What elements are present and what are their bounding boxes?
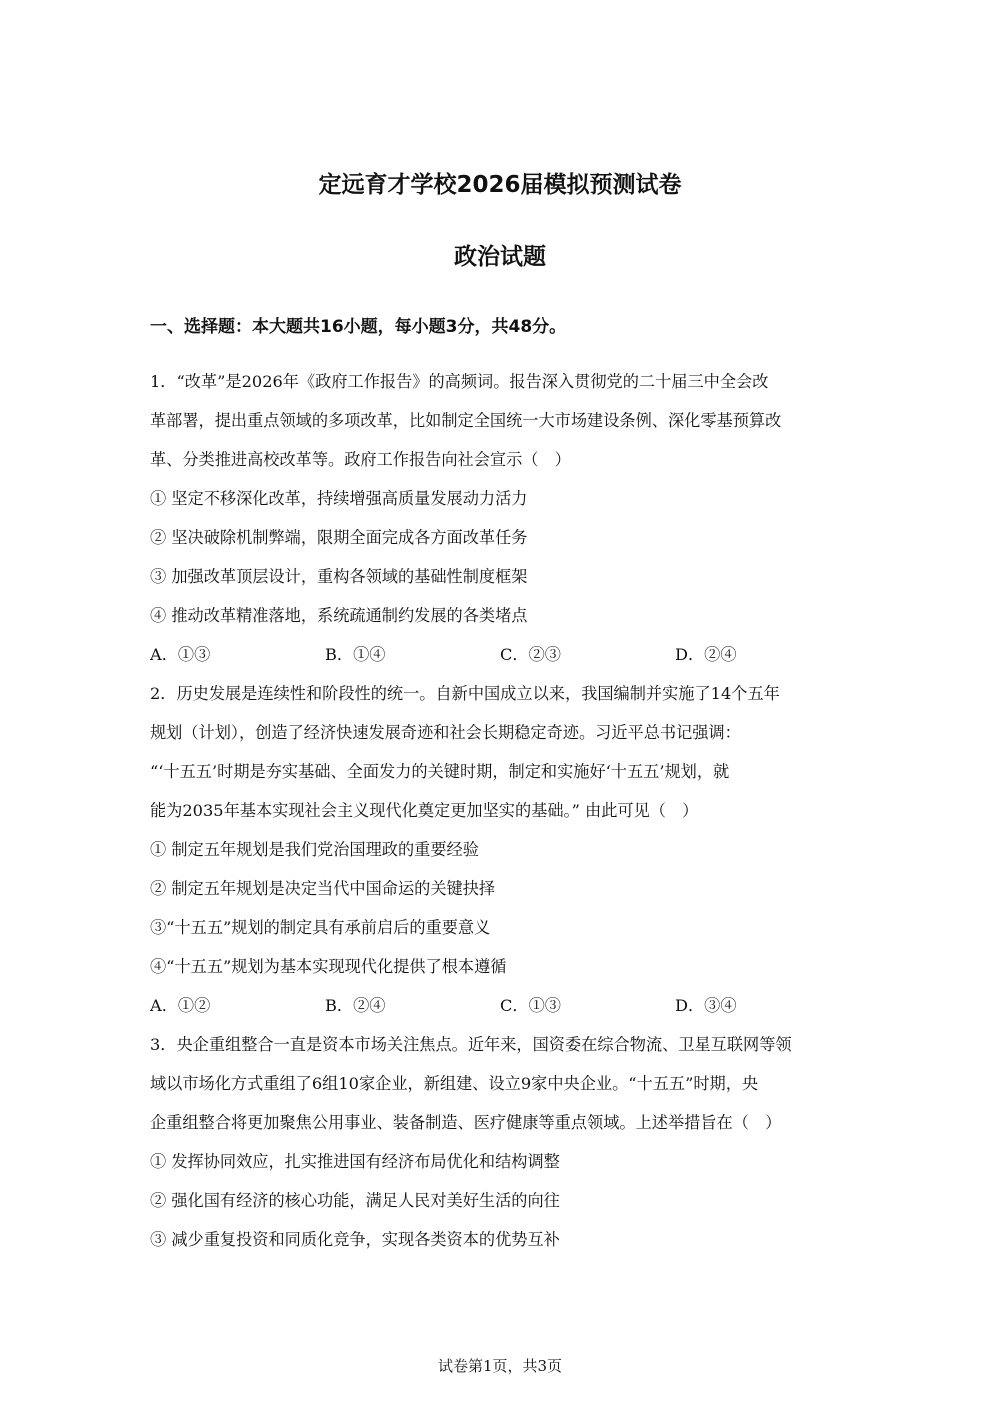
option-a: A．①③	[150, 645, 211, 664]
question-stem-line: “‘十五五’时期是夯实基础、全面发力的关键时期，制定和实施好‘十五五’规划，就	[150, 762, 730, 781]
statement: ③“十五五”规划的制定具有承前启后的重要意义	[150, 918, 491, 937]
statement: ① 发挥协同效应，扎实推进国有经济布局优化和结构调整	[150, 1152, 560, 1171]
statement: ③ 减少重复投资和同质化竞争，实现各类资本的优势互补	[150, 1230, 560, 1249]
question-stem-line: 2．历史发展是连续性和阶段性的统一。自新中国成立以来，我国编制并实施了14个五年	[150, 684, 780, 703]
question-stem-line: 革部署，提出重点领域的多项改革，比如制定全国统一大市场建设条例、深化零基预算改	[150, 411, 782, 430]
option-b: B．①④	[325, 645, 386, 664]
answer-options	[150, 990, 855, 1029]
statement: ① 制定五年规划是我们党治国理政的重要经验	[150, 840, 479, 859]
answer-options	[150, 639, 855, 678]
statement: ② 坚决破除机制弊端，限期全面完成各方面改革任务	[150, 528, 528, 547]
question-stem-line: 规划（计划），创造了经济快速发展奇迹和社会长期稳定奇迹。习近平总书记强调：	[150, 723, 741, 742]
option-a: A．①②	[150, 996, 211, 1015]
exam-title: 定远育才学校2026届模拟预测试卷	[318, 172, 682, 198]
section-heading: 一、选择题：本大题共16小题，每小题3分，共48分。	[150, 317, 567, 337]
question-stem-line: 企重组整合将更加聚焦公用事业、装备制造、医疗健康等重点领域。上述举措旨在（ ）	[150, 1113, 782, 1132]
question-1	[150, 366, 855, 678]
question-stem-line: 革、分类推进高校改革等。政府工作报告向社会宣示（ ）	[150, 450, 571, 469]
question-stem-line: 域以市场化方式重组了6组10家企业，新组建、设立9家中央企业。“十五五”时期，央	[150, 1074, 759, 1093]
question-3	[150, 1029, 855, 1263]
question-stem-line: 3．央企重组整合一直是资本市场关注焦点。近年来，国资委在综合物流、卫星互联网等领	[150, 1035, 792, 1054]
exam-subject: 政治试题	[454, 244, 546, 270]
option-c: C．①③	[500, 996, 561, 1015]
page-footer: 试卷第1页，共3页	[437, 1357, 563, 1375]
question-2	[150, 678, 855, 1029]
option-d: D．②④	[675, 645, 737, 664]
statement: ④ 推动改革精准落地，系统疏通制约发展的各类堵点	[150, 606, 528, 625]
option-d: D．③④	[675, 996, 737, 1015]
question-stem-line: 1．“改革”是2026年《政府工作报告》的高频词。报告深入贯彻党的二十届三中全会改	[150, 372, 769, 391]
question-list	[150, 366, 855, 1263]
statement: ② 制定五年规划是决定当代中国命运的关键抉择	[150, 879, 496, 898]
statement: ② 强化国有经济的核心功能，满足人民对美好生活的向往	[150, 1191, 560, 1210]
statement: ① 坚定不移深化改革，持续增强高质量发展动力活力	[150, 489, 528, 508]
question-stem-line: 能为2035年基本实现社会主义现代化奠定更加坚实的基础。” 由此可见（ ）	[150, 801, 699, 820]
statement: ④“十五五”规划为基本实现现代化提供了根本遵循	[150, 957, 507, 976]
option-b: B．②④	[325, 996, 386, 1015]
option-c: C．②③	[500, 645, 561, 664]
statement: ③ 加强改革顶层设计，重构各领域的基础性制度框架	[150, 567, 528, 586]
